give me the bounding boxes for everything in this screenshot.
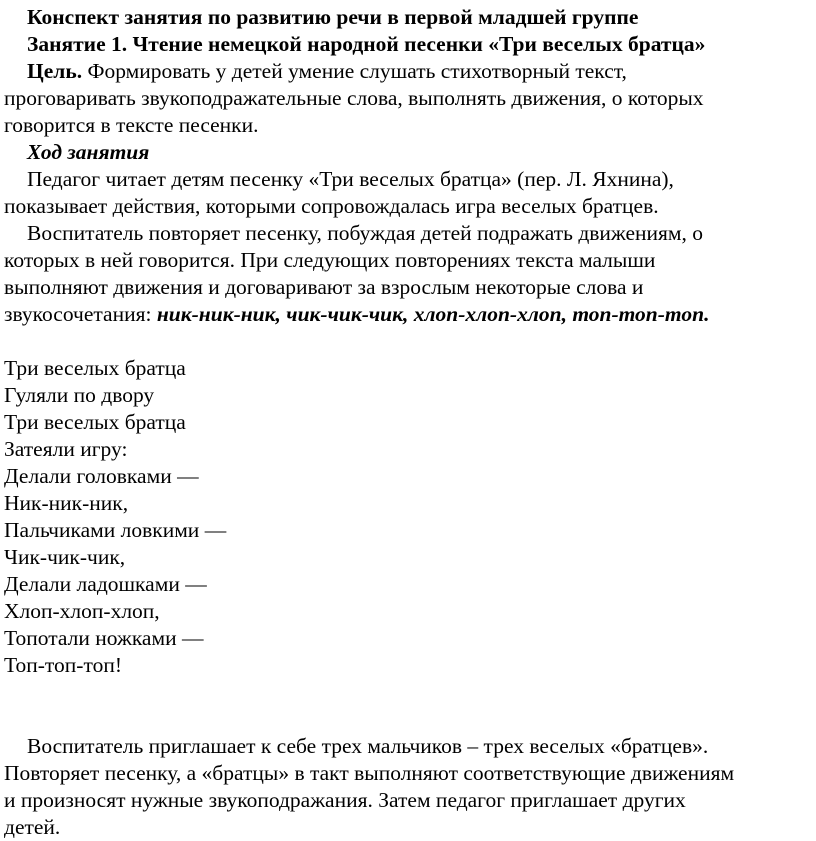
progress-heading: Ход занятия: [27, 140, 150, 164]
spacer: [4, 328, 806, 355]
poem-line: Пальчиками ловкими —: [4, 518, 227, 542]
paragraph-line: Повторяет песенку, а «братцы» в такт выполняют соответствующие движениям: [4, 761, 735, 785]
goal-text-line: проговаривать звукоподражательные слова, выполнять движения, о которых: [4, 86, 704, 110]
paragraph-1: [4, 166, 806, 220]
spacer: [4, 679, 806, 706]
paragraph-3: [4, 733, 806, 841]
poem-line: Делали ладошками —: [4, 572, 207, 596]
paragraph-line: Воспитатель повторяет песенку, побуждая детей подражать движениям, о: [27, 221, 704, 245]
goal-paragraph: [4, 58, 806, 139]
onomatopoeia-list: ник-ник-ник, чик-чик-чик, хлоп-хлоп-хлоп, топ-топ-топ.: [156, 302, 710, 326]
poem: [4, 355, 806, 679]
poem-line: Три веселых братца: [4, 410, 186, 434]
paragraph-line: Педагог читает детям песенку «Три веселых братца» (пер. Л. Яхнина),: [27, 167, 674, 191]
poem-line: Делали головками —: [4, 464, 199, 488]
paragraph-line: выполняют движения и договаривают за взрослым некоторые слова и: [4, 275, 644, 299]
poem-line: Гуляли по двору: [4, 383, 155, 407]
document-title: Конспект занятия по развитию речи в первой младшей группе: [27, 5, 639, 29]
paragraph-line: которых в ней говорится. При следующих повторениях текста малыши: [4, 248, 656, 272]
poem-line: Три веселых братца: [4, 356, 186, 380]
poem-line: Хлоп-хлоп-хлоп,: [4, 599, 160, 623]
paragraph-line: звукосочетания:: [4, 302, 157, 326]
poem-line: Ник-ник-ник,: [4, 491, 129, 515]
paragraph-line: Воспитатель приглашает к себе трех мальчиков – трех веселых «братцев».: [27, 734, 709, 758]
goal-text-line: Формировать у детей умение слушать стихотворный текст,: [82, 59, 627, 83]
goal-label: Цель.: [27, 59, 83, 83]
lesson-title: Занятие 1. Чтение немецкой народной песенки «Три веселых братца»: [27, 32, 706, 56]
paragraph-2: [4, 220, 806, 328]
poem-line: Затеяли игру:: [4, 437, 128, 461]
paragraph-line: показывает действия, которыми сопровождалась игра веселых братцев.: [4, 194, 659, 218]
poem-line: Чик-чик-чик,: [4, 545, 126, 569]
spacer: [4, 706, 806, 733]
poem-line: Топотали ножками —: [4, 626, 204, 650]
poem-line: Топ-топ-топ!: [4, 653, 122, 677]
goal-text-line: говорится в тексте песенки.: [4, 113, 259, 137]
paragraph-line: и произносят нужные звукоподражания. Затем педагог приглашает других: [4, 788, 686, 812]
paragraph-line: детей.: [4, 815, 61, 839]
